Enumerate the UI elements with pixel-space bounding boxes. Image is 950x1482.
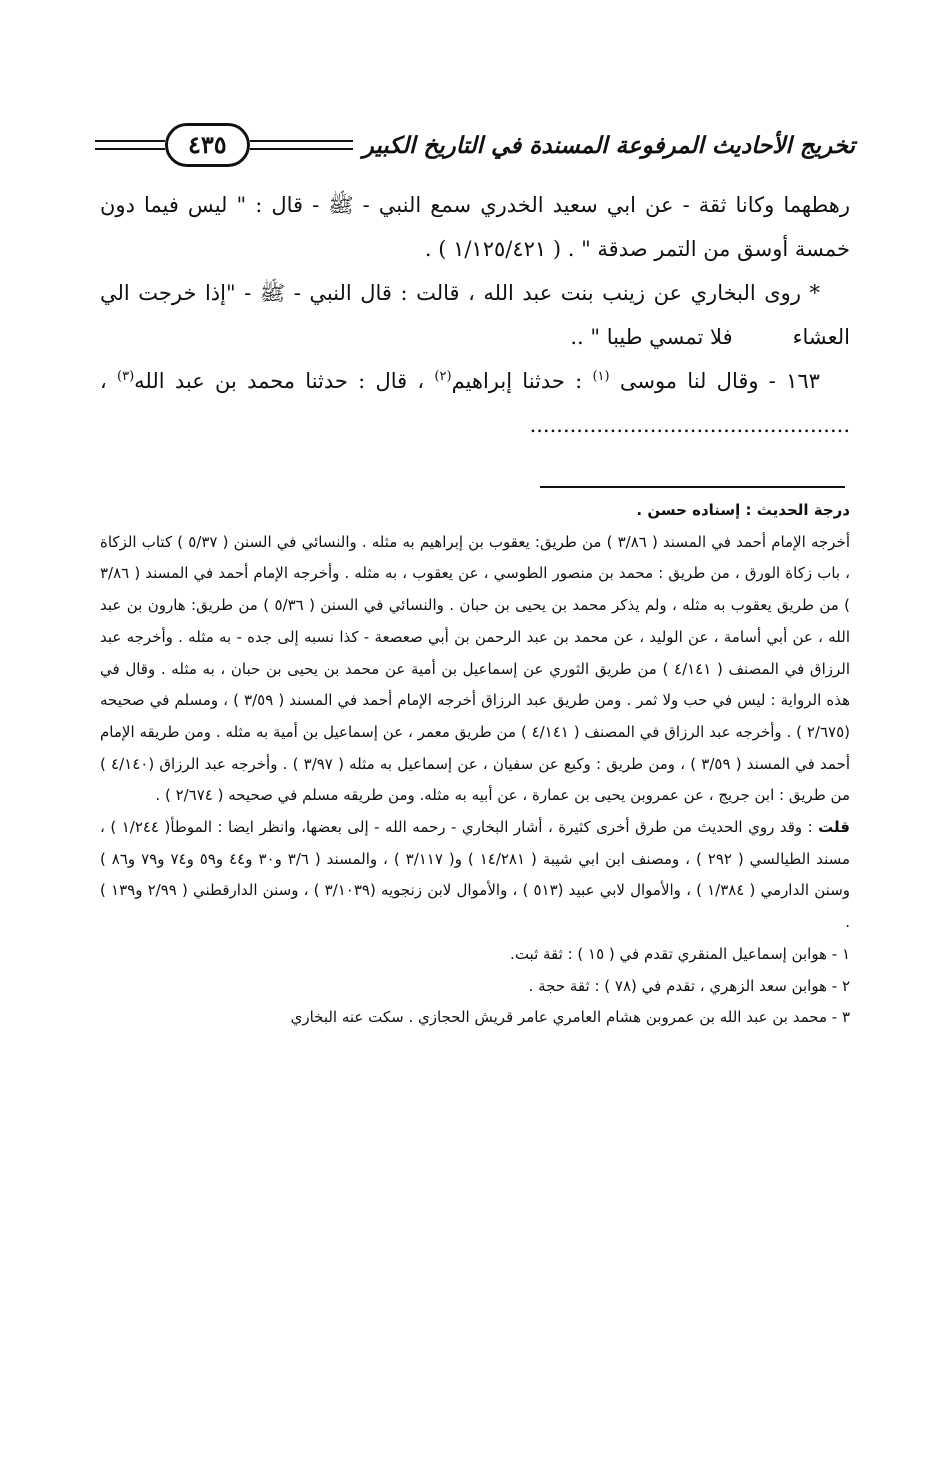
- main-paragraph-2: [100, 271, 850, 359]
- main-paragraph-1-text: رهطهما وكانا ثقة - عن ابي سعيد الخدري سمع النبي - ﷺ - قال : " ليس فيما دون خمسة أوسق من التمر صدقة " . ( ١/١٢٥/٤٢١ ) .: [100, 193, 850, 261]
- footnote-2: ٢ - هوابن سعد الزهري ، تقدم في (٧٨ ) : ثقة حجة .: [528, 976, 850, 995]
- header-rule-left: [95, 140, 165, 150]
- footnote-1: ١ - هوابن إسماعيل المنقري تقدم في ( ١٥ ) : ثقة ثبت.: [510, 944, 850, 963]
- hadith-163-part-b: : حدثنا إبراهيم: [451, 369, 583, 393]
- footnotes-section: [100, 495, 850, 1034]
- takhrij-paragraph: أخرجه الإمام أحمد في المسند ( ٣/٨٦ ) من طريق: يعقوب بن إبراهيم به مثله . والنسائي في السنن ( ٥/٣٧ ) كتاب الزكاة ، باب زكاة الورق ، من طريق : محمد بن منصور الطوسي ، عن يعقوب ، به مثله . وأخرجه الإمام أحمد في المسند ( ٣/٨٦ ) من طريق يعقوب به مثله ، ولم يذكر محمد بن يحيى بن حبان . والنسائي في السنن ( ٥/٣٦ ) من طريق: هارون بن عبد الله ، عن أبي أسامة ، عن الوليد ، عن محمد بن عبد الرحمن بن أبي صعصعة - كذا نسبه إلى جده - به مثله . وأخرجه عبد الرزاق في المصنف ( ٤/١٤١ ) من طريق الثوري عن إسماعيل بن أمية عن محمد بن يحيى بن حبان ، به مثله . وقال في هذه الرواية : ليس في حب ولا ثمر . ومن طريق عبد الرزاق أخرجه الإمام أحمد في المسند ( ٣/٥٩ ) ، ومسلم في صحيحه (٢/٦٧٥ ) . وأخرجه عبد الرزاق في المصنف ( ٤/١٤١ ) من طريق معمر ، عن إسماعيل بن أمية به مثله . ومن طريقه الإمام أحمد في المسند ( ٣/٥٩ ) ، ومن طريق : وكيع عن سفيان ، عن إسماعيل به مثله ( ٣/٩٧ ) . وأخرجه عبد الرزاق (٤/١٤٠ ) من طريق : ابن جريج ، عن عمروبن يحيى بن عمارة ، عن أبيه به مثله. ومن طريقه مسلم في صحيحه ( ٢/٦٧٤ ) .: [100, 532, 851, 805]
- qultu-label: قلت: [818, 818, 850, 837]
- header-rule-right: [250, 140, 353, 150]
- footnote-3: ٣ - محمد بن عبد الله بن عمروبن هشام العامري عامر قريش الحجازي . سكت عنه البخاري: [290, 1008, 850, 1027]
- main-text: [100, 183, 850, 447]
- qultu-paragraph: [100, 812, 850, 939]
- running-header: [95, 120, 855, 170]
- hadith-163-part-c: ، قال : حدثنا محمد بن عبد الله: [134, 369, 425, 393]
- page-number: ٤٣٥: [165, 123, 250, 167]
- main-paragraph-2-tail: فلا تمسي طيبا " ..: [570, 325, 733, 349]
- qultu-text: : وقد روي الحديث من طرق أخرى كثيرة ، أشار البخاري - رحمه الله - إلى بعضها، وانظر ايضا : الموطأ( ١/٢٤٤ ) ، مسند الطيالسي ( ٢٩٢ ) ، ومصنف ابن ابي شيبة ( ١٤/٢٨١ ) و( ٣/١١٧ ) ، والمسند ( ٣/٦ و٣٠ و٤٤ و٥٩ و٧٤ و٧٩ و٨٦ ) وسنن الدارمي ( ١/٣٨٤ ) ، والأموال لابي عبيد (٥١٣ ) ، والأموال لابن زنجويه (٣/١٠٣٩ ) ، وسنن الدارقطني ( ٢/٩٩ و١٣٩ ) .: [100, 818, 851, 932]
- footnote-ref-3: (٣): [117, 369, 135, 384]
- book-title: تخريج الأحاديث المرفوعة المسندة في التاريخ الكبير: [362, 131, 855, 159]
- main-paragraph-2-text: * روى البخاري عن زينب بنت عبد الله ، قالت : قال النبي - ﷺ - "إذا خرجت الي العشاء: [100, 281, 850, 349]
- footnote-ref-1: (١): [592, 369, 610, 384]
- footnote-divider: [540, 486, 845, 488]
- main-paragraph-1: [100, 183, 850, 271]
- hadith-grade: درجة الحديث : إسناده حسن .: [636, 501, 850, 519]
- footnote-ref-2: (٢): [434, 369, 452, 384]
- hadith-163: [100, 359, 850, 447]
- hadith-163-part-a: ١٦٣ - وقال لنا موسى: [619, 369, 820, 393]
- hadith-163-part-d: ، ................................................: [100, 369, 850, 437]
